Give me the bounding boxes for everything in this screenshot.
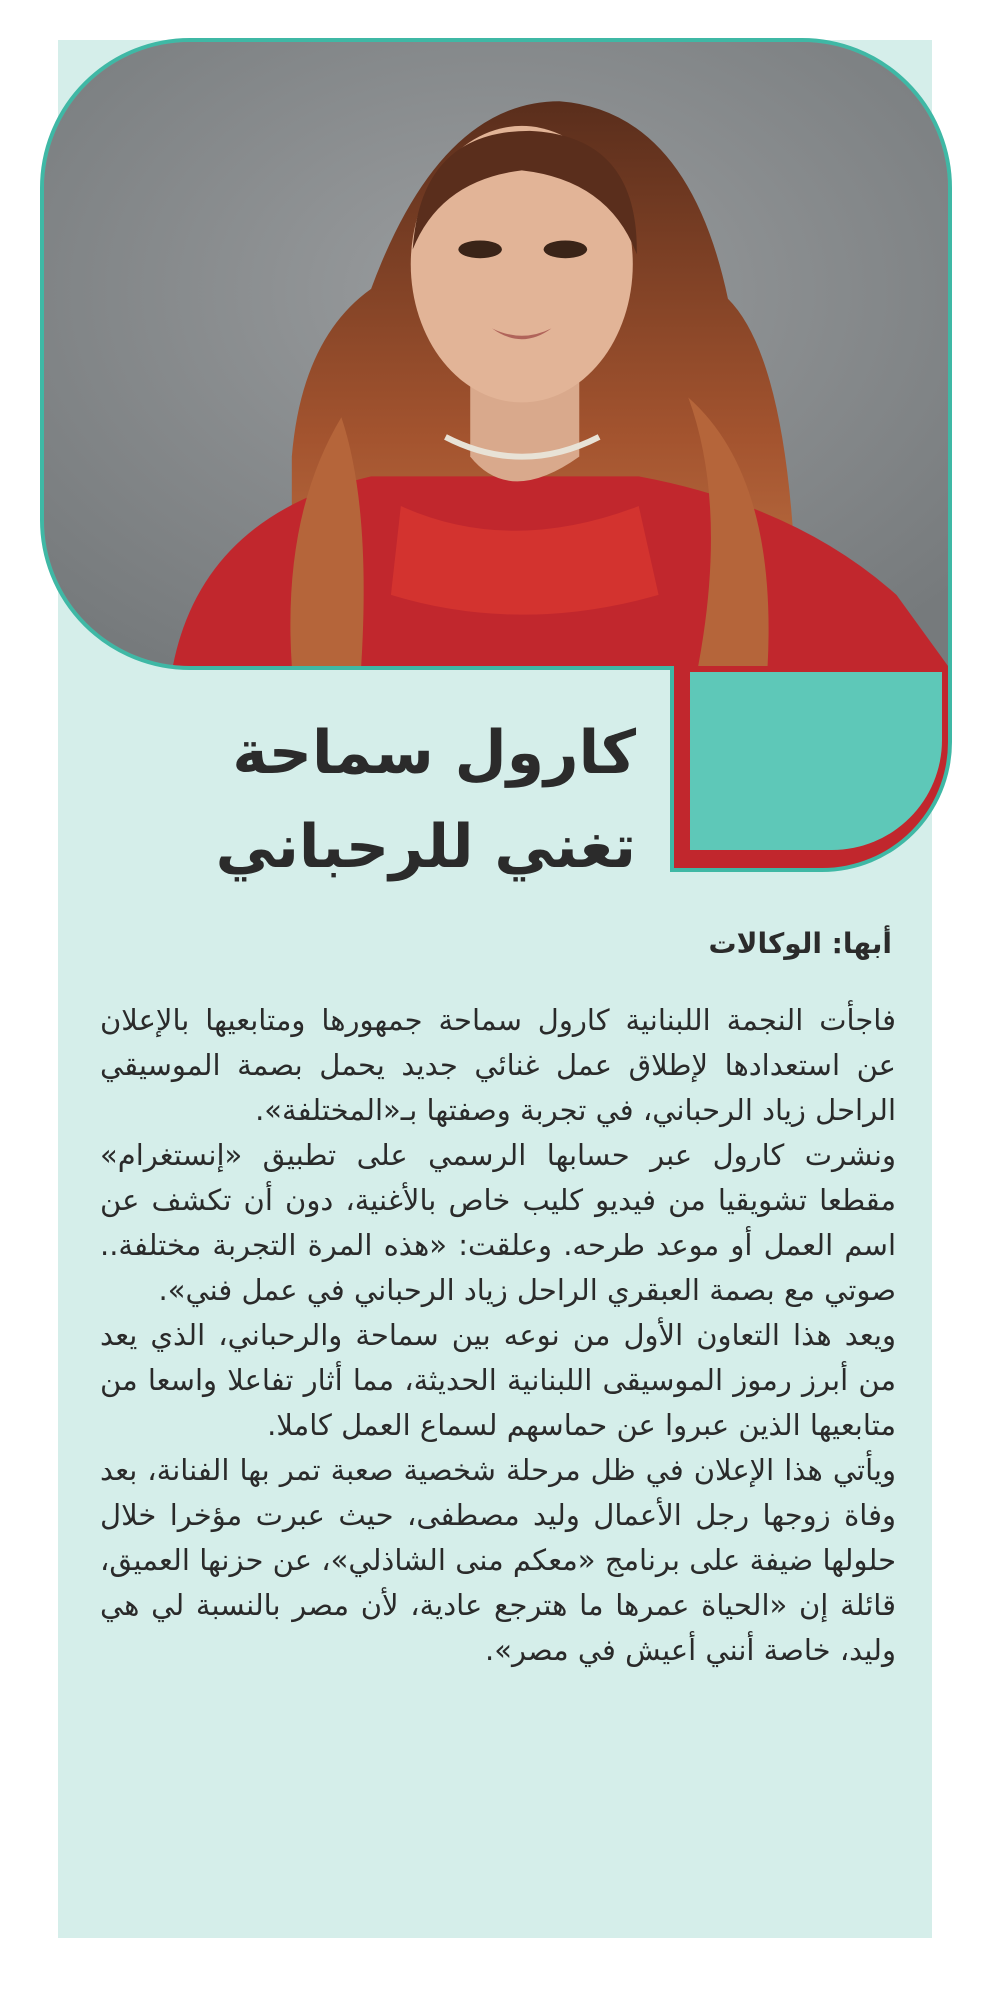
- article-paragraph-4: ويأتي هذا الإعلان في ظل مرحلة شخصية صعبة تمر بها الفنانة، بعد وفاة زوجها رجل الأعمال وليد مصطفى، حيث عبرت مؤخرا خلال حلولها ضيفة على برنامج «معكم منى الشاذلي»، عن حزنها العميق، قائلة إن «الحياة عمرها ما هترجع عادية، لأن مصر بالنسبة لي هي وليد، خاصة أنني أعيش في مصر».: [100, 1453, 896, 1667]
- headline-line-2: تغني للرحباني: [215, 812, 636, 882]
- headline: [150, 706, 636, 894]
- singer-photo: [40, 38, 952, 670]
- headline-line-1: كارول سماحة: [232, 718, 636, 788]
- portrait-illustration: [44, 42, 948, 666]
- dateline: أبها: الوكالات: [708, 927, 892, 960]
- article-paragraph-1: فاجأت النجمة اللبنانية كارول سماحة جمهورها ومتابعيها بالإعلان عن استعدادها لإطلاق عمل غنائي جديد يحمل بصمة الموسيقي الراحل زياد الرحباني، في تجربة وصفتها بـ«المختلفة».: [100, 1003, 896, 1127]
- article-paragraph-2: ونشرت كارول عبر حسابها الرسمي على تطبيق «إنستغرام» مقطعا تشويقيا من فيديو كليب خاص بالأغنية، دون أن تكشف عن اسم العمل أو موعد طرحه. وعلقت: «هذه المرة التجربة مختلفة.. صوتي مع بصمة العبقري الراحل زياد الرحباني في عمل فني».: [100, 1138, 896, 1307]
- article-paragraph-3: ويعد هذا التعاون الأول من نوعه بين سماحة والرحباني، الذي يعد من أبرز رموز الموسيقى اللبنانية الحديثة، مما أثار تفاعلا واسعا من متابعيها الذين عبروا عن حماسهم لسماع العمل كاملا.: [100, 1318, 896, 1442]
- article-body: [100, 998, 896, 1673]
